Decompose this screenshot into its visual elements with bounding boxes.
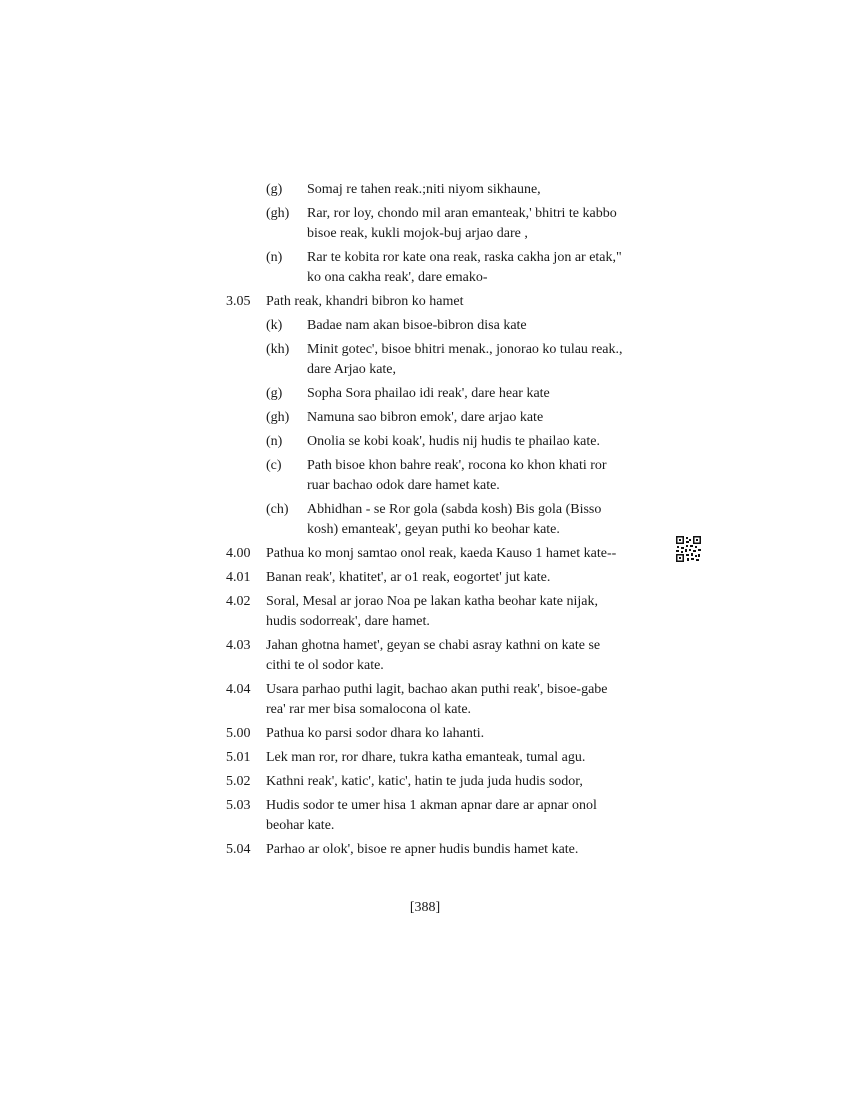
section-number: 4.04 [226, 682, 251, 697]
item-label: (gh) [266, 206, 290, 221]
item-text: Rar te kobita ror kate ona reak, raska cakha jon ar etak," ko ona cakha reak', dare emako- [307, 250, 622, 285]
sub-item [266, 456, 626, 496]
item-label: (k) [266, 318, 283, 333]
item-label: (ch) [266, 502, 289, 517]
item-label: (gh) [266, 410, 290, 425]
section-item [226, 772, 626, 792]
page-number: [388] [409, 900, 441, 915]
item-text: Jahan ghotna hamet', geyan se chabi asray kathni on kate se cithi te ol sodor kate. [266, 638, 601, 673]
section-item [226, 680, 626, 720]
section-item [226, 592, 626, 632]
item-text: Rar, ror loy, chondo mil aran emanteak,' bhitri te kabbo bisoe reak, kukli mojok-buj arjao dare , [307, 206, 617, 241]
item-text: Minit gotec', bisoe bhitri menak., jonorao ko tulau reak., dare Arjao kate, [307, 342, 623, 377]
item-text: Soral, Mesal ar jorao Noa pe lakan katha beohar kate nijak, hudis sodorreak', dare hamet. [266, 594, 598, 629]
section-item [226, 748, 626, 768]
section-item [226, 840, 626, 860]
section-item [226, 724, 626, 744]
section-number: 5.03 [226, 798, 251, 813]
section-number: 3.05 [226, 294, 251, 309]
section-number: 4.03 [226, 638, 251, 653]
sub-item [266, 432, 626, 452]
item-text: Somaj re tahen reak.;niti niyom sikhaune, [307, 182, 541, 197]
item-text: Pathua ko parsi sodor dhara ko lahanti. [266, 726, 485, 741]
section-item [226, 544, 626, 564]
item-text: Kathni reak', katic', katic', hatin te juda juda hudis sodor, [266, 774, 583, 789]
section-number: 4.01 [226, 570, 251, 585]
item-text: Onolia se kobi koak', hudis nij hudis te phailao kate. [307, 434, 600, 449]
item-text: Usara parhao puthi lagit, bachao akan puthi reak', bisoe-gabe rea' rar mer bisa somalocona ol kate. [266, 682, 608, 717]
document-body [226, 180, 626, 864]
sub-item [266, 180, 626, 200]
section-number: 4.02 [226, 594, 251, 609]
item-label: (c) [266, 458, 282, 473]
item-text: Path reak, khandri bibron ko hamet [266, 294, 464, 309]
sub-item [266, 248, 626, 288]
section-number: 4.00 [226, 546, 251, 561]
item-text: Lek man ror, ror dhare, tukra katha emanteak, tumal agu. [266, 750, 586, 765]
sub-item [266, 500, 626, 540]
item-label: (n) [266, 434, 283, 449]
item-text: Hudis sodor te umer hisa 1 akman apnar dare ar apnar onol beohar kate. [266, 798, 597, 833]
section-number: 5.02 [226, 774, 251, 789]
item-list [226, 180, 626, 860]
sub-item [266, 408, 626, 428]
item-text: Namuna sao bibron emok', dare arjao kate [307, 410, 544, 425]
section-number: 5.00 [226, 726, 251, 741]
sub-item [266, 316, 626, 336]
section-number: 5.01 [226, 750, 251, 765]
item-text: Banan reak', khatitet', ar o1 reak, eogortet' jut kate. [266, 570, 551, 585]
section-item [226, 568, 626, 588]
section-item [226, 636, 626, 676]
item-text: Sopha Sora phailao idi reak', dare hear kate [307, 386, 550, 401]
item-text: Pathua ko monj samtao onol reak, kaeda Kauso 1 hamet kate-- [266, 546, 617, 561]
section-item [226, 292, 626, 312]
item-text: Path bisoe khon bahre reak', rocona ko khon khati ror ruar bachao odok dare hamet kate. [307, 458, 607, 493]
qr-code-icon[interactable] [676, 536, 701, 562]
item-label: (kh) [266, 342, 290, 357]
section-item [226, 796, 626, 836]
item-label: (g) [266, 182, 283, 197]
sub-item [266, 384, 626, 404]
section-number: 5.04 [226, 842, 251, 857]
sub-item [266, 204, 626, 244]
sub-item [266, 340, 626, 380]
item-text: Parhao ar olok', bisoe re apner hudis bundis hamet kate. [266, 842, 579, 857]
item-label: (n) [266, 250, 283, 265]
item-text: Badae nam akan bisoe-bibron disa kate [307, 318, 527, 333]
item-text: Abhidhan - se Ror gola (sabda kosh) Bis gola (Bisso kosh) emanteak', geyan puthi ko beohar kate. [307, 502, 602, 537]
item-label: (g) [266, 386, 283, 401]
